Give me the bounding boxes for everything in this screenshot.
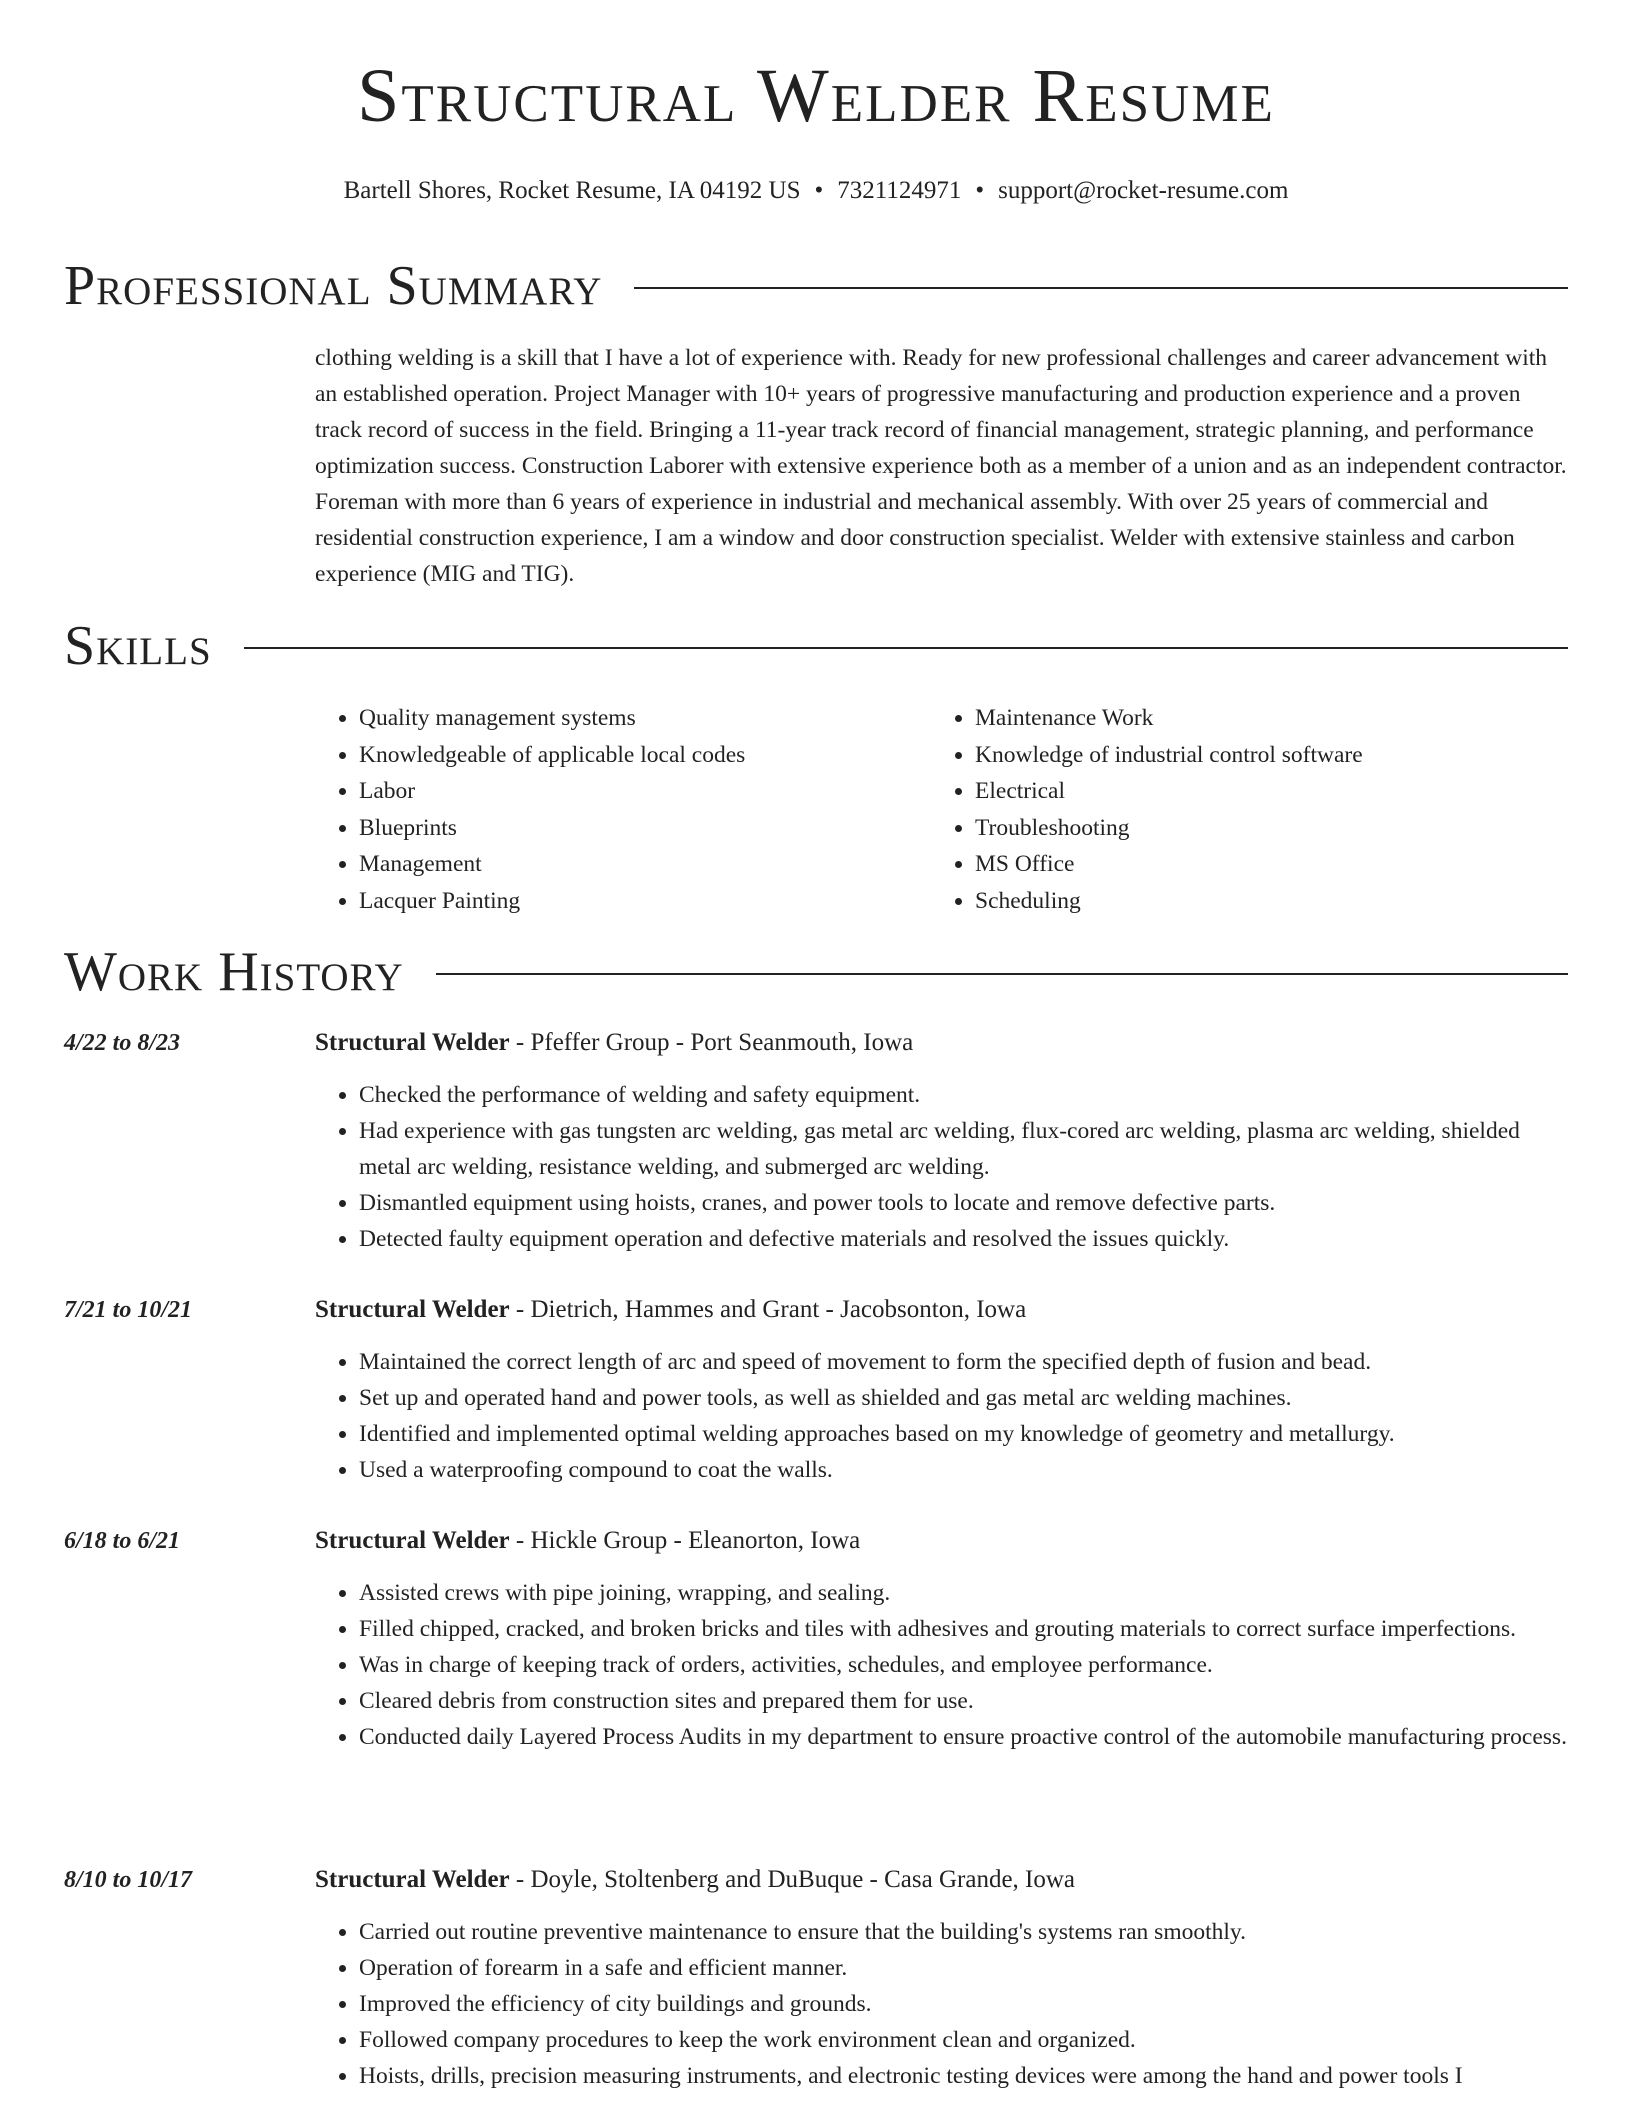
skill-item: • Blueprints (359, 810, 931, 847)
job-bullet: • Had experience with gas tungsten arc welding, gas metal arc welding, flux-cored arc welding, plasma arc welding, shielded metal arc welding, resistance welding, and submerged arc welding. (359, 1113, 1568, 1185)
job-bullet: • Identified and implemented optimal welding approaches based on my knowledge of geometry and metallurgy. (359, 1416, 1568, 1452)
summary-text: clothing welding is a skill that I have a lot of experience with. Ready for new professional challenges and career advancement with an established operation. Project Manager with 10+ years of progressive manufacturing and production experience and a proven track record of success in the field. Bringing a 11-year track record of financial management, strategic planning, and performance optimization success. Construction Laborer with extensive experience both as a member of a union and as an independent contractor. Foreman with more than 6 years of experience in industrial and mechanical assembly. With over 25 years of commercial and residential construction experience, I am a window and door construction specialist. Welder with extensive stainless and carbon experience (MIG and TIG). (315, 345, 1567, 587)
skill-item: • Labor (359, 773, 931, 810)
section-divider (244, 647, 1568, 649)
job-bullet: • Set up and operated hand and power tools, as well as shielded and gas metal arc welding machines. (359, 1380, 1568, 1416)
job-dates: 4/22 to 8/23 (64, 1030, 181, 1056)
job-employer-location: - Pfeffer Group - Port Seanmouth, Iowa (509, 1029, 914, 1056)
skill-item: • Lacquer Painting (359, 883, 931, 920)
skills-column-right (931, 700, 1547, 919)
job-dates: 7/21 to 10/21 (64, 1297, 193, 1323)
job-header (315, 1862, 1075, 1898)
job-bullet: • Hoists, drills, precision measuring instruments, and electronic testing devices were among the hand and power tools I (359, 2058, 1568, 2094)
contact-separator: • (975, 177, 985, 204)
job-bullets (315, 1077, 1568, 1257)
contact-address: Bartell Shores, Rocket Resume, IA 04192 US (343, 177, 801, 204)
job-header (315, 1025, 913, 1061)
job-bullets (315, 1914, 1568, 2094)
job-bullet: • Detected faulty equipment operation and defective materials and resolved the issues quickly. (359, 1221, 1568, 1257)
resume-title: Structural Welder Resume (357, 54, 1275, 138)
job-bullets (315, 1575, 1568, 1755)
section-divider (436, 973, 1568, 975)
job-bullet: • Checked the performance of welding and safety equipment. (359, 1077, 1568, 1113)
skill-item: • Knowledgeable of applicable local codes (359, 737, 931, 774)
job-bullet: • Cleared debris from construction sites and prepared them for use. (359, 1683, 1568, 1719)
section-title-work-history: Work History (64, 941, 404, 1003)
section-title-summary: Professional Summary (64, 255, 603, 317)
job-bullet: • Was in charge of keeping track of orders, activities, schedules, and employee performance. (359, 1647, 1568, 1683)
skills-column-left (315, 700, 931, 919)
section-header-skills (64, 615, 1568, 677)
job-title: Structural Welder (315, 1296, 510, 1323)
job-header (315, 1523, 860, 1559)
skills-list (315, 700, 1568, 919)
job-title: Structural Welder (315, 1527, 510, 1554)
job-employer-location: - Dietrich, Hammes and Grant - Jacobsonton, Iowa (509, 1296, 1027, 1323)
job-bullet: • Maintained the correct length of arc and speed of movement to form the specified depth of fusion and bead. (359, 1344, 1568, 1380)
skill-item: • Maintenance Work (975, 700, 1547, 737)
skill-item: • Electrical (975, 773, 1547, 810)
job-bullet: • Assisted crews with pipe joining, wrapping, and sealing. (359, 1575, 1568, 1611)
job-bullet: • Carried out routine preventive maintenance to ensure that the building's systems ran smoothly. (359, 1914, 1568, 1950)
job-dates: 8/10 to 10/17 (64, 1867, 193, 1893)
contact-phone: 7321124971 (837, 177, 962, 204)
job-bullet: • Filled chipped, cracked, and broken bricks and tiles with adhesives and grouting materials to correct surface imperfections. (359, 1611, 1568, 1647)
job-bullet: • Conducted daily Layered Process Audits in my department to ensure proactive control of the automobile manufacturing process. (359, 1719, 1568, 1755)
section-header-summary (64, 255, 1568, 317)
skill-item: • Quality management systems (359, 700, 931, 737)
skill-item: • Knowledge of industrial control software (975, 737, 1547, 774)
skill-item: • Troubleshooting (975, 810, 1547, 847)
contact-line (0, 176, 1632, 206)
job-bullets (315, 1344, 1568, 1488)
section-header-work-history (64, 941, 1568, 1003)
job-header (315, 1292, 1026, 1328)
job-bullet: • Operation of forearm in a safe and efficient manner. (359, 1950, 1568, 1986)
section-title-skills: Skills (64, 615, 212, 677)
job-bullet: • Followed company procedures to keep the work environment clean and organized. (359, 2022, 1568, 2058)
job-title: Structural Welder (315, 1029, 510, 1056)
skill-item: • Scheduling (975, 883, 1547, 920)
job-title: Structural Welder (315, 1866, 510, 1893)
skill-item: • Management (359, 846, 931, 883)
job-bullet: • Dismantled equipment using hoists, cranes, and power tools to locate and remove defective parts. (359, 1185, 1568, 1221)
job-bullet: • Improved the efficiency of city buildings and grounds. (359, 1986, 1568, 2022)
job-employer-location: - Hickle Group - Eleanorton, Iowa (509, 1527, 861, 1554)
skill-item: • MS Office (975, 846, 1547, 883)
job-employer-location: - Doyle, Stoltenberg and DuBuque - Casa Grande, Iowa (509, 1866, 1076, 1893)
section-divider (634, 287, 1568, 289)
job-bullet: • Used a waterproofing compound to coat the walls. (359, 1452, 1568, 1488)
job-dates: 6/18 to 6/21 (64, 1528, 181, 1554)
contact-separator: • (814, 177, 824, 204)
contact-email: support@rocket-resume.com (998, 177, 1289, 204)
